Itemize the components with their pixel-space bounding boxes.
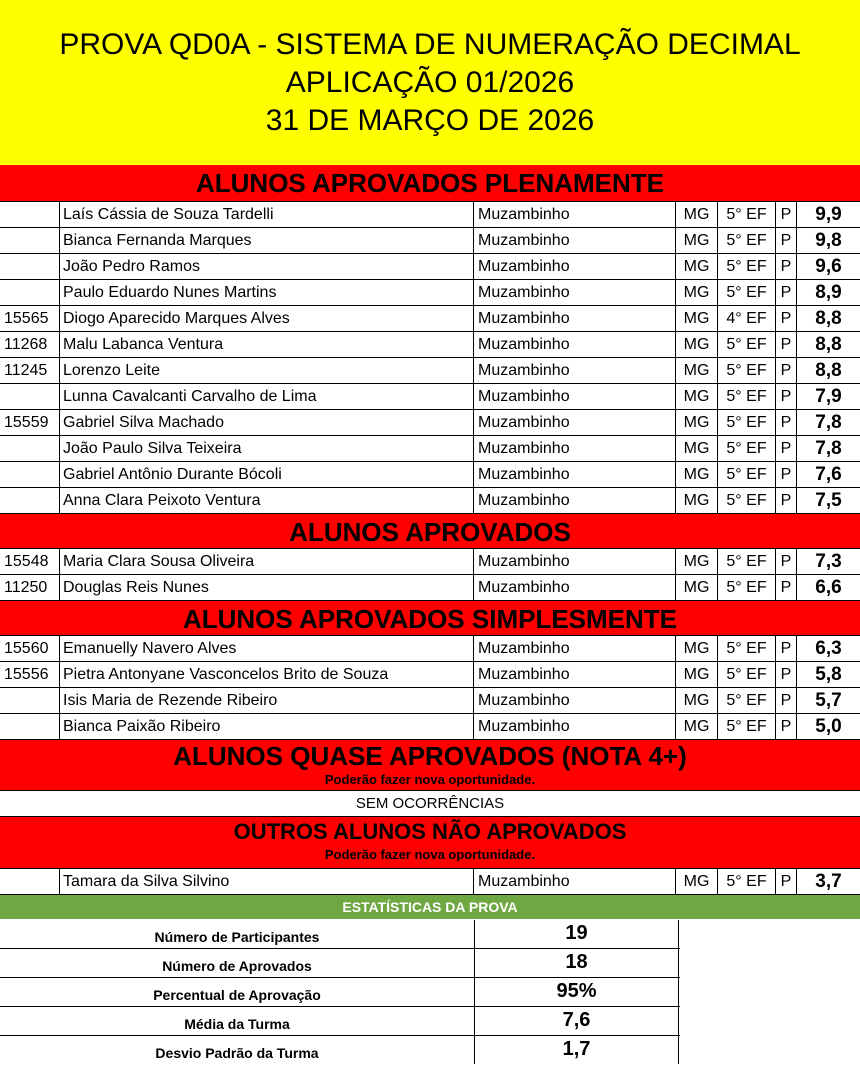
student-id <box>0 202 60 227</box>
student-name: Douglas Reis Nunes <box>60 575 474 600</box>
student-city: Muzambinho <box>474 488 676 513</box>
student-score: 7,8 <box>815 412 842 433</box>
student-grade: 5° EF <box>718 332 776 357</box>
table-row <box>0 462 860 488</box>
table-row <box>0 688 860 714</box>
student-name: Lorenzo Leite <box>60 358 474 383</box>
section-header-plenamente <box>0 165 860 202</box>
table-row <box>0 306 860 332</box>
student-score: 9,8 <box>815 230 842 251</box>
student-type: P <box>776 869 797 894</box>
student-city: Muzambinho <box>474 254 676 279</box>
section-title: OUTROS ALUNOS NÃO APROVADOS <box>233 819 627 844</box>
student-score: 7,3 <box>815 551 842 572</box>
table-row <box>0 662 860 688</box>
student-grade: 5° EF <box>718 228 776 253</box>
stat-label: Número de Participantes <box>0 920 475 948</box>
exam-title: PROVA QD0A - SISTEMA DE NUMERAÇÃO DECIMAL <box>59 27 801 61</box>
stat-label: Número de Aprovados <box>0 949 475 977</box>
student-name: João Pedro Ramos <box>60 254 474 279</box>
student-state: MG <box>676 358 718 383</box>
section-subtitle: Poderão fazer nova oportunidade. <box>324 772 536 787</box>
table-row <box>0 436 860 462</box>
section-title: ALUNOS APROVADOS SIMPLESMENTE <box>182 604 678 634</box>
stat-value: 19 <box>475 920 679 948</box>
student-type: P <box>776 575 797 600</box>
section-header-outros <box>0 817 860 869</box>
student-state: MG <box>676 254 718 279</box>
exam-header <box>0 0 860 165</box>
stat-label: Percentual de Aprovação <box>0 978 475 1006</box>
student-state: MG <box>676 280 718 305</box>
student-score: 6,6 <box>815 577 842 598</box>
student-type: P <box>776 462 797 487</box>
student-id <box>0 436 60 461</box>
table-row <box>0 384 860 410</box>
student-city: Muzambinho <box>474 332 676 357</box>
section-title: ALUNOS APROVADOS PLENAMENTE <box>195 168 665 198</box>
student-type: P <box>776 280 797 305</box>
table-row <box>0 714 860 740</box>
student-score: 9,6 <box>815 256 842 277</box>
exam-date: 31 DE MARÇO DE 2026 <box>265 103 595 137</box>
student-score: 9,9 <box>815 204 842 225</box>
student-city: Muzambinho <box>474 688 676 713</box>
student-name: Emanuelly Navero Alves <box>60 636 474 661</box>
student-grade: 5° EF <box>718 410 776 435</box>
student-name: Isis Maria de Rezende Ribeiro <box>60 688 474 713</box>
student-name: Tamara da Silva Silvino <box>60 869 474 894</box>
student-id: 11245 <box>0 358 60 383</box>
student-city: Muzambinho <box>474 280 676 305</box>
student-city: Muzambinho <box>474 869 676 894</box>
section-header-aprovados <box>0 514 860 549</box>
table-row <box>0 488 860 514</box>
student-id <box>0 869 60 894</box>
student-grade: 4° EF <box>718 306 776 331</box>
stats-row <box>0 1036 680 1065</box>
student-type: P <box>776 254 797 279</box>
student-state: MG <box>676 575 718 600</box>
student-type: P <box>776 549 797 574</box>
student-name: Diogo Aparecido Marques Alves <box>60 306 474 331</box>
table-row <box>0 575 860 601</box>
student-state: MG <box>676 488 718 513</box>
student-name: Malu Labanca Ventura <box>60 332 474 357</box>
stats-row <box>0 978 680 1007</box>
section-title: ALUNOS QUASE APROVADOS (NOTA 4+) <box>173 741 687 771</box>
student-grade: 5° EF <box>718 688 776 713</box>
table-row <box>0 332 860 358</box>
student-grade: 5° EF <box>718 575 776 600</box>
student-grade: 5° EF <box>718 662 776 687</box>
table-row <box>0 202 860 228</box>
student-state: MG <box>676 436 718 461</box>
table-row <box>0 254 860 280</box>
table-row <box>0 280 860 306</box>
student-id <box>0 254 60 279</box>
student-id: 15560 <box>0 636 60 661</box>
student-name: João Paulo Silva Teixeira <box>60 436 474 461</box>
student-score: 6,3 <box>815 638 842 659</box>
student-score: 8,9 <box>815 282 842 303</box>
student-state: MG <box>676 636 718 661</box>
stats-row <box>0 1007 680 1036</box>
student-type: P <box>776 662 797 687</box>
student-grade: 5° EF <box>718 462 776 487</box>
student-state: MG <box>676 869 718 894</box>
student-city: Muzambinho <box>474 462 676 487</box>
student-state: MG <box>676 662 718 687</box>
student-grade: 5° EF <box>718 869 776 894</box>
student-id: 15548 <box>0 549 60 574</box>
student-city: Muzambinho <box>474 202 676 227</box>
student-city: Muzambinho <box>474 662 676 687</box>
student-name: Gabriel Silva Machado <box>60 410 474 435</box>
student-score: 7,9 <box>815 386 842 407</box>
student-grade: 5° EF <box>718 384 776 409</box>
student-city: Muzambinho <box>474 549 676 574</box>
student-city: Muzambinho <box>474 714 676 739</box>
student-name: Maria Clara Sousa Oliveira <box>60 549 474 574</box>
stat-label: Desvio Padrão da Turma <box>0 1036 475 1064</box>
table-row <box>0 549 860 575</box>
student-grade: 5° EF <box>718 549 776 574</box>
table-row <box>0 358 860 384</box>
stats-row <box>0 920 680 949</box>
student-type: P <box>776 228 797 253</box>
student-name: Anna Clara Peixoto Ventura <box>60 488 474 513</box>
student-type: P <box>776 688 797 713</box>
student-id: 11250 <box>0 575 60 600</box>
student-id <box>0 488 60 513</box>
student-type: P <box>776 488 797 513</box>
student-type: P <box>776 436 797 461</box>
stat-label: Média da Turma <box>0 1007 475 1035</box>
student-name: Lunna Cavalcanti Carvalho de Lima <box>60 384 474 409</box>
student-score: 5,7 <box>815 690 842 711</box>
student-city: Muzambinho <box>474 384 676 409</box>
student-id <box>0 714 60 739</box>
student-state: MG <box>676 688 718 713</box>
student-name: Laís Cássia de Souza Tardelli <box>60 202 474 227</box>
student-score: 7,6 <box>815 464 842 485</box>
table-row <box>0 869 860 895</box>
no-occurrences: SEM OCORRÊNCIAS <box>0 791 860 817</box>
student-state: MG <box>676 714 718 739</box>
student-city: Muzambinho <box>474 575 676 600</box>
student-state: MG <box>676 306 718 331</box>
student-name: Bianca Fernanda Marques <box>60 228 474 253</box>
student-id: 15565 <box>0 306 60 331</box>
section-title: ALUNOS APROVADOS <box>289 517 571 547</box>
student-type: P <box>776 202 797 227</box>
student-state: MG <box>676 384 718 409</box>
stat-value: 1,7 <box>475 1036 679 1064</box>
student-city: Muzambinho <box>474 436 676 461</box>
student-grade: 5° EF <box>718 280 776 305</box>
stats-title: ESTATÍSTICAS DA PROVA <box>0 895 860 919</box>
student-score: 8,8 <box>815 334 842 355</box>
student-score: 5,0 <box>815 716 842 737</box>
student-city: Muzambinho <box>474 358 676 383</box>
table-row <box>0 410 860 436</box>
student-score: 3,7 <box>815 871 842 892</box>
student-score: 7,5 <box>815 490 842 511</box>
student-score: 8,8 <box>815 308 842 329</box>
table-row <box>0 228 860 254</box>
student-id <box>0 688 60 713</box>
stat-value: 95% <box>475 978 679 1006</box>
student-city: Muzambinho <box>474 306 676 331</box>
student-grade: 5° EF <box>718 202 776 227</box>
student-city: Muzambinho <box>474 636 676 661</box>
stat-value: 18 <box>475 949 679 977</box>
student-type: P <box>776 636 797 661</box>
student-type: P <box>776 332 797 357</box>
student-city: Muzambinho <box>474 410 676 435</box>
section-subtitle: Poderão fazer nova oportunidade. <box>324 847 536 862</box>
student-name: Gabriel Antônio Durante Bócoli <box>60 462 474 487</box>
student-grade: 5° EF <box>718 254 776 279</box>
student-grade: 5° EF <box>718 358 776 383</box>
student-id <box>0 384 60 409</box>
student-name: Paulo Eduardo Nunes Martins <box>60 280 474 305</box>
student-city: Muzambinho <box>474 228 676 253</box>
student-grade: 5° EF <box>718 636 776 661</box>
student-state: MG <box>676 549 718 574</box>
student-type: P <box>776 384 797 409</box>
student-grade: 5° EF <box>718 436 776 461</box>
student-state: MG <box>676 228 718 253</box>
student-grade: 5° EF <box>718 714 776 739</box>
student-id: 11268 <box>0 332 60 357</box>
section-header-quase <box>0 740 860 791</box>
student-name: Pietra Antonyane Vasconcelos Brito de Souza <box>60 662 474 687</box>
student-name: Bianca Paixão Ribeiro <box>60 714 474 739</box>
student-state: MG <box>676 462 718 487</box>
student-type: P <box>776 714 797 739</box>
student-state: MG <box>676 410 718 435</box>
student-id <box>0 462 60 487</box>
student-type: P <box>776 306 797 331</box>
student-id <box>0 280 60 305</box>
student-grade: 5° EF <box>718 488 776 513</box>
student-id <box>0 228 60 253</box>
student-score: 7,8 <box>815 438 842 459</box>
student-score: 5,8 <box>815 664 842 685</box>
section-header-simplesmente <box>0 601 860 636</box>
student-type: P <box>776 358 797 383</box>
student-score: 8,8 <box>815 360 842 381</box>
student-id: 15556 <box>0 662 60 687</box>
table-row <box>0 636 860 662</box>
student-type: P <box>776 410 797 435</box>
stats-row <box>0 949 680 978</box>
exam-application: APLICAÇÃO 01/2026 <box>285 65 575 99</box>
student-id: 15559 <box>0 410 60 435</box>
student-state: MG <box>676 202 718 227</box>
student-state: MG <box>676 332 718 357</box>
stat-value: 7,6 <box>475 1007 679 1035</box>
